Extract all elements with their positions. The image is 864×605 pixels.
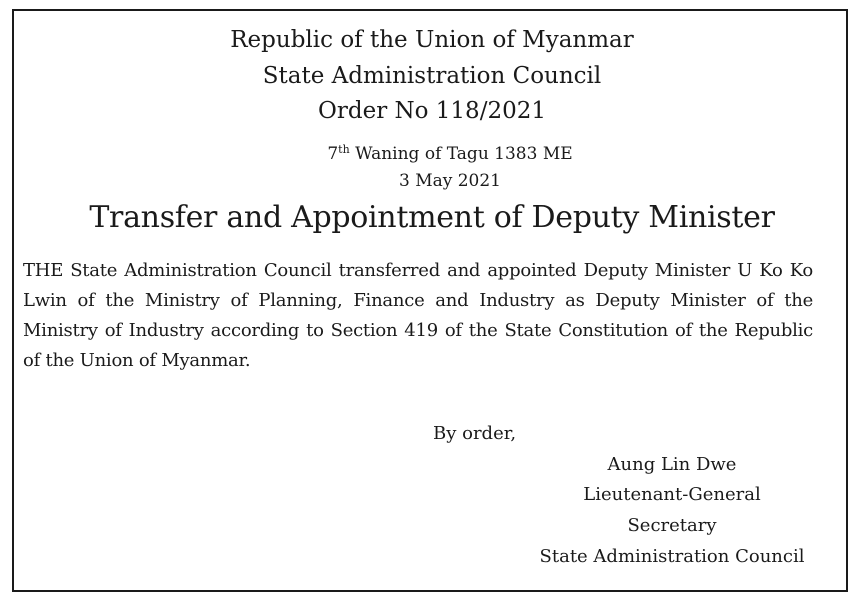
by-order: By order,: [433, 423, 517, 444]
date-waning-rest: Waning of Tagu 1383 ME: [355, 144, 573, 164]
order-body: THE State Administration Council transferred and appointed Deputy Minister U Ko Ko Lwin of the Ministry of Planning, Finance and Industry as Deputy Minister of the Ministry of Industry according to Section 419 of the State Constitution of the Republic of the Union of Myanmar.: [23, 260, 813, 371]
header-council: State Administration Council: [262, 63, 602, 89]
signatory-rank: Lieutenant-General: [583, 484, 761, 505]
header-country: Republic of the Union of Myanmar: [230, 27, 634, 53]
signatory-name: Aung Lin Dwe: [607, 454, 737, 475]
date-gregorian: 3 May 2021: [398, 171, 502, 191]
signatory-position: Secretary: [627, 515, 717, 536]
header-order-number: Order No 118/2021: [318, 98, 546, 124]
document-title: Transfer and Appointment of Deputy Minister: [89, 200, 775, 235]
date-waning-day: 7: [327, 144, 339, 164]
signatory-organization: State Administration Council: [539, 546, 805, 567]
date-myanmar: [0, 142, 864, 166]
date-waning-suffix: th: [338, 143, 350, 156]
